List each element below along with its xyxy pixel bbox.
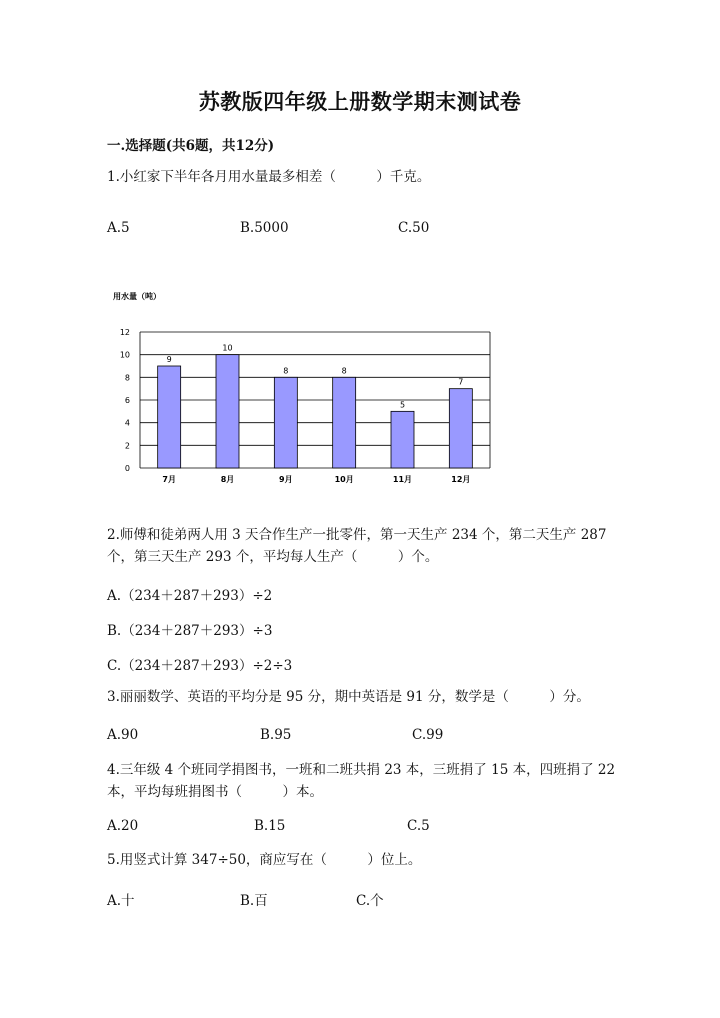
y-tick-label: 4: [124, 418, 130, 428]
x-tick-label: 7月: [162, 475, 176, 484]
question-4-stem: 4.三年级 4 个班同学捐图书，一班和二班共捐 23 本，三班捐了 15 本，四班捐了 22 本，平均每班捐图书（ ）本。: [107, 762, 616, 800]
bar: [333, 377, 356, 468]
question-5-option-a: A.十: [107, 893, 135, 909]
question-3-option-a: A.90: [107, 727, 139, 743]
question-5-option-b: B.百: [240, 893, 268, 909]
bar-value-label: 5: [399, 400, 406, 410]
bar: [216, 355, 239, 468]
y-tick-label: 2: [124, 441, 130, 451]
question-1-option-a: A.5: [107, 220, 130, 236]
bar: [391, 411, 414, 468]
x-tick-label: 11月: [392, 475, 413, 484]
bar-value-label: 8: [283, 366, 289, 376]
question-1-option-b: B.5000: [240, 220, 289, 236]
question-4-option-b: B.15: [254, 818, 286, 834]
y-tick-label: 10: [119, 350, 130, 360]
x-tick-label: 12月: [451, 475, 471, 484]
bar-value-label: 10: [222, 343, 233, 353]
question-1-option-c: C.50: [398, 220, 430, 236]
y-tick-label: 6: [124, 396, 130, 405]
x-tick-label: 8月: [220, 475, 235, 484]
question-5-stem: 5.用竖式计算 347÷50，商应写在（ ）位上。: [107, 852, 422, 868]
bar-chart-svg: [100, 286, 500, 496]
y-axis-label: 用水量（吨）: [113, 292, 161, 301]
question-2-stem: 2.师傅和徒弟两人用 3 天合作生产一批零件，第一天生产 234 个，第二天生产 287 个，第三天生产 293 个，平均每人生产（ ）个。: [107, 527, 607, 565]
question-2-option-a: A.（234＋287＋293）÷2: [107, 588, 273, 604]
question-4-option-c: C.5: [407, 818, 430, 834]
question-1-stem: 1.小红家下半年各月用水量最多相差（ ）千克。: [107, 169, 431, 185]
y-tick-label: 12: [119, 328, 130, 337]
bar: [274, 377, 297, 468]
question-5-option-c: C.个: [356, 893, 384, 909]
y-tick-label: 8: [124, 373, 130, 383]
bar-value-label: 9: [166, 355, 172, 364]
question-3-stem: 3.丽丽数学、英语的平均分是 95 分，期中英语是 91 分，数学是（ ）分。: [107, 689, 590, 705]
x-tick-label: 10月: [334, 475, 354, 484]
page-title: 苏教版四年级上册数学期末测试卷: [198, 89, 522, 114]
bar-value-label: 7: [458, 377, 464, 387]
water-usage-bar-chart: [100, 286, 500, 496]
bar: [158, 366, 181, 468]
x-tick-label: 9月: [279, 475, 293, 484]
bar: [449, 389, 472, 468]
y-tick-label: 0: [124, 464, 130, 473]
section-heading: 一.选择题(共6题，共12分): [107, 138, 275, 154]
question-2-option-b: B.（234＋287＋293）÷3: [107, 623, 273, 639]
question-4-option-a: A.20: [107, 818, 139, 834]
question-3-option-b: B.95: [260, 727, 292, 743]
question-2-option-c: C.（234＋287＋293）÷2÷3: [107, 658, 293, 674]
bar-value-label: 8: [341, 366, 347, 376]
question-3-option-c: C.99: [412, 727, 444, 743]
